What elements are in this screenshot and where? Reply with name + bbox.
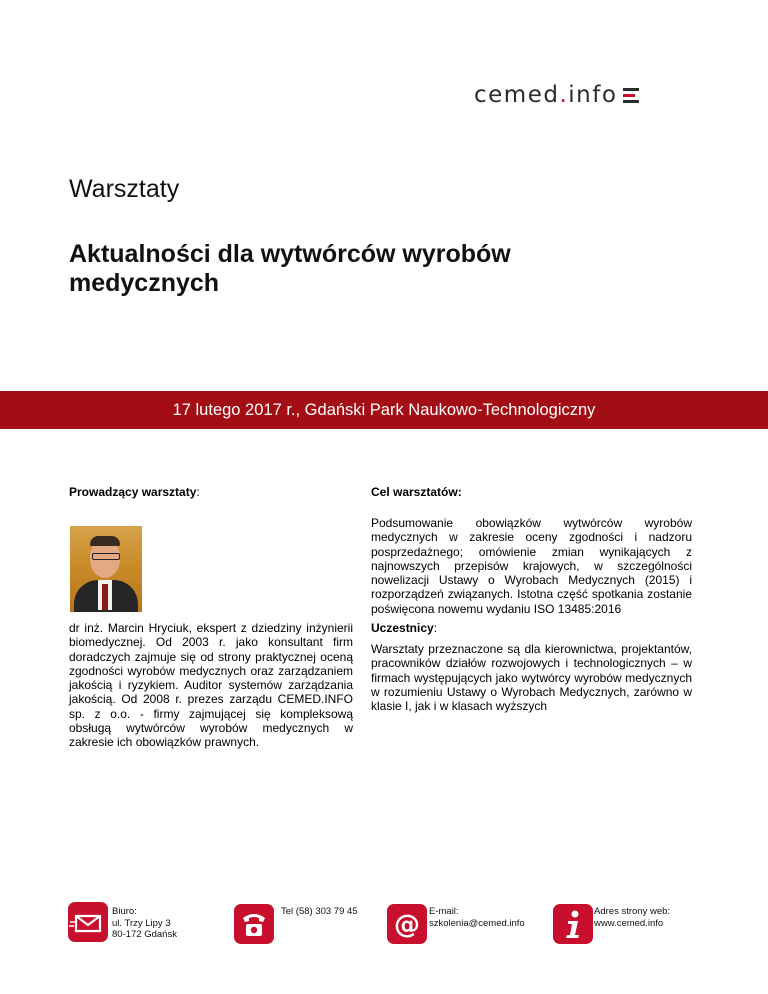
- instructor-bio: dr inż. Marcin Hryciuk, ekspert z dziedziny inżynierii biomedycznej. Od 2003 r. jako konsultant firm doradczych zajmuje się od strony praktycznej oceną zgodności wyrobów medycznych oraz zarządzaniem jakością i ryzykiem. Auditor systemów zarządzania jakością. Od 2008 r. prezes zarządu CEMED.INFO sp. z o.o. - firmy zajmującej się kompleksową obsługą wytwórców wyrobów medycznych w zakresie ich obowiązków prawnych.: [69, 621, 353, 750]
- svg-text:@: @: [394, 910, 420, 940]
- event-date-banner: 17 lutego 2017 r., Gdański Park Naukowo-Technologiczny: [0, 391, 768, 429]
- instructor-photo: [70, 526, 142, 612]
- phone-number: Tel (58) 303 79 45: [281, 906, 358, 917]
- logo-mark-icon: [623, 88, 639, 103]
- participants-heading: Uczestnicy:: [371, 621, 438, 635]
- info-icon: [553, 904, 593, 944]
- section-label: Warsztaty: [69, 175, 180, 203]
- instructor-heading: Prowadzący warsztaty:: [69, 485, 200, 499]
- cemed-logo: [474, 82, 679, 108]
- envelope-icon: [68, 902, 108, 942]
- office-address: Biuro: ul. Trzy Lipy 3 80-172 Gdańsk: [112, 906, 177, 940]
- goal-text: Podsumowanie obowiązków wytwórców wyrobów medycznych w zakresie oceny zgodności i nadzoru posprzedażnego; omówienie zmian wynikających z najnowszych przepisów krajowych, w szczególności nowelizacji Ustawy o Wyrobach Medycznych (2015) i rozporządzeń związanych. Istotna część spotkania zostanie poświęcona nowemu wydaniu ISO 13485:2016: [371, 516, 692, 616]
- participants-text: Warsztaty przeznaczone są dla kierownictwa, projektantów, pracowników działów rozwojowych i technologicznych – w firmach występujących jako wytwórcy wyrobów medycznych w rozumieniu Ustawy o Wyrobach Medycznych, zarówno w klasie I, jak i w klasach wyższych: [371, 642, 692, 714]
- logo-wordmark: cemed.info: [474, 82, 618, 108]
- website-contact: Adres strony web: www.cemed.info: [594, 906, 671, 929]
- page-title: Aktualności dla wytwórców wyrobów medycznych: [69, 240, 511, 297]
- goal-heading: Cel warsztatów:: [371, 485, 462, 499]
- email-contact: E-mail: szkolenia@cemed.info: [429, 906, 525, 929]
- at-sign-icon: [387, 904, 427, 944]
- phone-icon: [234, 904, 274, 944]
